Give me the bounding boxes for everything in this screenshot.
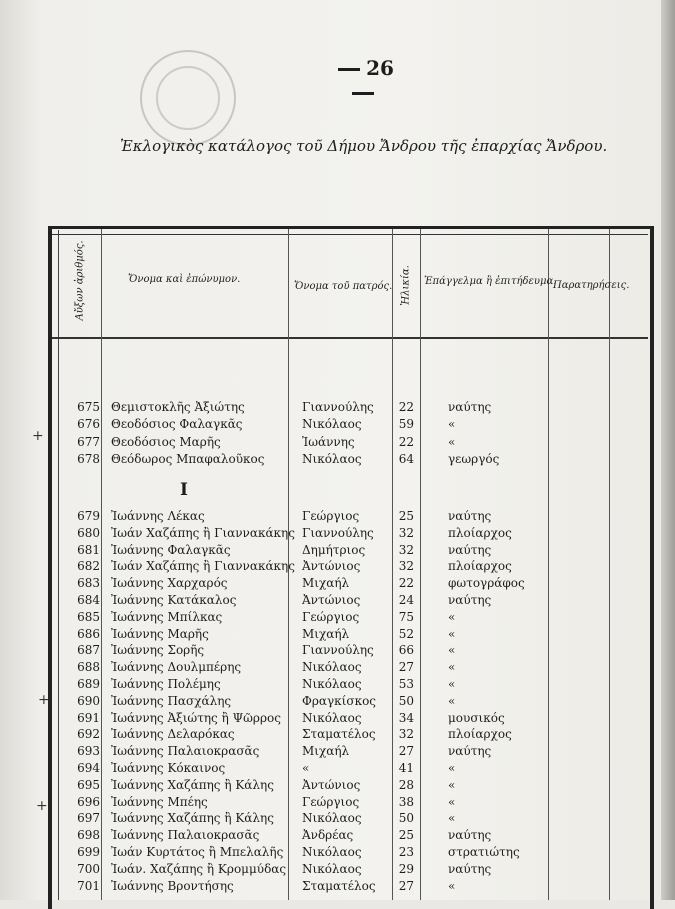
row-name: Θεόδωρος Μπαφαλοῦκος bbox=[111, 451, 265, 466]
row-profession: στρατιώτης bbox=[448, 845, 520, 859]
table-row bbox=[0, 811, 675, 827]
row-number: 691 bbox=[77, 710, 100, 725]
row-name: Ἰωάννης Χαζάπης ἢ Κάλης bbox=[111, 777, 274, 792]
table-row bbox=[0, 862, 675, 878]
table-row bbox=[0, 400, 675, 416]
row-number: 692 bbox=[77, 727, 100, 742]
row-father-name: Νικόλαος bbox=[302, 677, 362, 691]
table-row bbox=[0, 610, 675, 626]
table-row bbox=[0, 526, 675, 542]
table-row bbox=[0, 845, 675, 861]
row-profession: « bbox=[448, 643, 456, 658]
row-profession: « bbox=[448, 434, 456, 449]
row-number: 678 bbox=[77, 451, 100, 466]
row-number: 699 bbox=[77, 845, 100, 859]
table-row bbox=[0, 643, 675, 659]
row-age: 29 bbox=[398, 861, 414, 876]
row-number: 695 bbox=[77, 777, 100, 792]
row-age: 50 bbox=[398, 693, 414, 708]
row-age: 32 bbox=[398, 559, 414, 574]
header-father: Ὄνομα τοῦ πατρός. bbox=[294, 281, 393, 292]
section-letter: I bbox=[180, 480, 188, 500]
row-name: Ἰωάννης Πασχάλης bbox=[111, 693, 232, 708]
table-row bbox=[0, 435, 675, 451]
row-name: Ἰωάννης Λέκας bbox=[111, 509, 205, 523]
row-profession: ναύτης bbox=[448, 744, 492, 759]
row-name: Θεοδόσιος Φαλαγκᾶς bbox=[111, 417, 243, 432]
row-number: 675 bbox=[77, 400, 100, 414]
row-name: Ἰωάννης Σορῆς bbox=[111, 643, 205, 658]
row-number: 677 bbox=[77, 434, 100, 449]
row-age: 59 bbox=[398, 417, 414, 432]
row-father-name: Ἀνδρέας bbox=[302, 828, 354, 843]
margin-tick-mark: + bbox=[36, 798, 48, 814]
row-number: 685 bbox=[77, 609, 100, 624]
header-remarks: Παρατηρήσεις. bbox=[553, 280, 630, 291]
row-father-name: Δημήτριος bbox=[302, 542, 366, 557]
row-profession: φωτογράφος bbox=[448, 576, 525, 591]
row-number: 684 bbox=[77, 593, 100, 607]
row-father-name: Νικόλαος bbox=[302, 417, 362, 432]
table-row bbox=[0, 660, 675, 676]
row-age: 32 bbox=[398, 525, 414, 540]
row-profession: « bbox=[448, 626, 456, 641]
row-age: 24 bbox=[398, 593, 414, 607]
table-row bbox=[0, 452, 675, 468]
margin-tick-mark: + bbox=[38, 692, 50, 708]
row-name: Ἰωάν Χαζάπης ἢ Γιαννακάκης bbox=[111, 525, 295, 540]
header-profession: Ἐπάγγελμα ἢ ἐπιτήδευμα. bbox=[424, 276, 557, 287]
row-name: Ἰωάν Χαζάπης ἢ Γιαννακάκης bbox=[111, 559, 295, 574]
table-row bbox=[0, 593, 675, 609]
table-row bbox=[0, 778, 675, 794]
page-number: 26 bbox=[318, 56, 408, 104]
row-number: 687 bbox=[77, 643, 100, 658]
row-number: 693 bbox=[77, 744, 100, 759]
table-row bbox=[0, 795, 675, 811]
row-profession: « bbox=[448, 794, 456, 809]
row-father-name: Νικόλαος bbox=[302, 710, 362, 725]
row-number: 689 bbox=[77, 677, 100, 691]
row-father-name: « bbox=[302, 761, 310, 775]
row-name: Ἰωάννης Παλαιοκρασᾶς bbox=[111, 828, 260, 843]
table-row bbox=[0, 879, 675, 895]
row-profession: ναύτης bbox=[448, 593, 492, 607]
row-profession: « bbox=[448, 693, 456, 708]
table-row bbox=[0, 828, 675, 844]
row-age: 64 bbox=[398, 451, 414, 466]
row-number: 701 bbox=[77, 878, 100, 893]
row-number: 686 bbox=[77, 626, 100, 641]
row-number: 682 bbox=[77, 559, 100, 574]
row-number: 690 bbox=[77, 693, 100, 708]
table-row bbox=[0, 576, 675, 592]
row-name: Ἰωάννης Δουλμπέρης bbox=[111, 660, 242, 675]
row-name: Ἰωάν Κυρτάτος ἢ Μπελαλῆς bbox=[111, 845, 284, 859]
header-age: Ἡλικία. bbox=[400, 265, 412, 306]
margin-tick-mark: + bbox=[32, 428, 44, 444]
row-number: 694 bbox=[77, 761, 100, 775]
row-name: Θεμιστοκλῆς Ἀξιώτης bbox=[111, 400, 245, 414]
row-name: Ἰωάννης Χαρχαρός bbox=[111, 576, 228, 591]
row-father-name: Ἀντώνιος bbox=[302, 559, 361, 574]
row-number: 676 bbox=[77, 417, 100, 432]
row-profession: ναύτης bbox=[448, 542, 492, 557]
row-name: Ἰωάννης Μπίλκας bbox=[111, 609, 223, 624]
row-profession: γεωργός bbox=[448, 451, 500, 466]
header-number: Αὔξων ἀριθμός. bbox=[74, 240, 86, 321]
row-profession: « bbox=[448, 609, 456, 624]
row-father-name: Νικόλαος bbox=[302, 861, 362, 876]
header-bottom-rule bbox=[52, 337, 648, 339]
row-age: 25 bbox=[398, 509, 414, 523]
row-profession: ναύτης bbox=[448, 861, 492, 876]
row-name: Ἰωάννης Κόκαινος bbox=[111, 761, 226, 775]
row-age: 50 bbox=[398, 811, 414, 826]
row-profession: « bbox=[448, 677, 456, 691]
row-profession: « bbox=[448, 811, 456, 826]
row-profession: ναύτης bbox=[448, 400, 492, 414]
row-profession: πλοίαρχος bbox=[448, 559, 512, 574]
row-father-name: Ἰωάννης bbox=[302, 434, 355, 449]
row-age: 52 bbox=[398, 626, 414, 641]
row-age: 27 bbox=[398, 744, 414, 759]
table-row bbox=[0, 727, 675, 743]
row-father-name: Νικόλαος bbox=[302, 845, 362, 859]
row-name: Ἰωάννης Μπέης bbox=[111, 794, 208, 809]
row-number: 698 bbox=[77, 828, 100, 843]
row-father-name: Ἀντώνιος bbox=[302, 593, 361, 607]
table-row bbox=[0, 677, 675, 693]
table-row bbox=[0, 744, 675, 760]
row-father-name: Νικόλαος bbox=[302, 660, 362, 675]
row-name: Ἰωάννης Μαρῆς bbox=[111, 626, 209, 641]
table-row bbox=[0, 559, 675, 575]
row-number: 700 bbox=[77, 861, 100, 876]
row-number: 681 bbox=[77, 542, 100, 557]
row-name: Ἰωάννης Πολέμης bbox=[111, 677, 221, 691]
row-name: Ἰωάννης Φαλαγκᾶς bbox=[111, 542, 231, 557]
row-age: 23 bbox=[398, 845, 414, 859]
row-age: 38 bbox=[398, 794, 414, 809]
row-name: Ἰωάννης Κατάκαλος bbox=[111, 593, 237, 607]
row-father-name: Νικόλαος bbox=[302, 811, 362, 826]
row-father-name: Γιαννούλης bbox=[302, 525, 374, 540]
table-row bbox=[0, 711, 675, 727]
row-father-name: Ἀντώνιος bbox=[302, 777, 361, 792]
table-row bbox=[0, 543, 675, 559]
table-row bbox=[0, 761, 675, 777]
row-age: 27 bbox=[398, 660, 414, 675]
row-number: 696 bbox=[77, 794, 100, 809]
table-row bbox=[0, 694, 675, 710]
row-profession: « bbox=[448, 761, 456, 775]
row-name: Ἰωάν. Χαζάπης ἢ Κρομμύδας bbox=[111, 861, 287, 876]
row-age: 28 bbox=[398, 777, 414, 792]
row-father-name: Μιχαήλ bbox=[302, 576, 350, 591]
row-age: 27 bbox=[398, 878, 414, 893]
row-father-name: Γεώργιος bbox=[302, 509, 360, 523]
table-row bbox=[0, 627, 675, 643]
row-name: Ἰωάννης Χαζάπης ἢ Κάλης bbox=[111, 811, 274, 826]
header-top-rule bbox=[52, 234, 648, 235]
row-age: 75 bbox=[398, 609, 414, 624]
row-father-name: Γεώργιος bbox=[302, 794, 360, 809]
row-number: 680 bbox=[77, 525, 100, 540]
row-number: 683 bbox=[77, 576, 100, 591]
row-father-name: Γιαννούλης bbox=[302, 643, 374, 658]
row-age: 66 bbox=[398, 643, 414, 658]
row-age: 22 bbox=[398, 400, 414, 414]
row-age: 32 bbox=[398, 542, 414, 557]
row-profession: ναύτης bbox=[448, 509, 492, 523]
row-father-name: Νικόλαος bbox=[302, 451, 362, 466]
row-number: 688 bbox=[77, 660, 100, 675]
row-father-name: Σταματέλος bbox=[302, 878, 376, 893]
row-profession: « bbox=[448, 878, 456, 893]
row-name: Ἰωάννης Βροντήσης bbox=[111, 878, 234, 893]
row-age: 25 bbox=[398, 828, 414, 843]
row-age: 22 bbox=[398, 576, 414, 591]
archive-stamp-inner bbox=[156, 66, 220, 130]
row-father-name: Μιχαήλ bbox=[302, 744, 350, 759]
row-name: Ἰωάννης Παλαιοκρασᾶς bbox=[111, 744, 260, 759]
row-profession: πλοίαρχος bbox=[448, 727, 512, 742]
row-name: Ἰωάννης Ἀξιώτης ἢ Ψῶρρος bbox=[111, 710, 281, 725]
row-age: 34 bbox=[398, 710, 414, 725]
row-father-name: Φραγκίσκος bbox=[302, 693, 377, 708]
row-name: Θεοδόσιος Μαρῆς bbox=[111, 434, 221, 449]
row-age: 53 bbox=[398, 677, 414, 691]
row-father-name: Γιαννούλης bbox=[302, 400, 374, 414]
row-age: 41 bbox=[398, 761, 414, 775]
row-profession: πλοίαρχος bbox=[448, 525, 512, 540]
row-father-name: Γεώργιος bbox=[302, 609, 360, 624]
row-profession: μουσικός bbox=[448, 710, 505, 725]
row-father-name: Μιχαήλ bbox=[302, 626, 350, 641]
row-profession: ναύτης bbox=[448, 828, 492, 843]
row-profession: « bbox=[448, 777, 456, 792]
table-row bbox=[0, 509, 675, 525]
header-name: Ὄνομα καὶ ἐπώνυμον. bbox=[128, 274, 241, 285]
row-number: 697 bbox=[77, 811, 100, 826]
row-father-name: Σταματέλος bbox=[302, 727, 376, 742]
row-profession: « bbox=[448, 417, 456, 432]
row-age: 22 bbox=[398, 434, 414, 449]
row-number: 679 bbox=[77, 509, 100, 523]
document-title: Ἐκλογικὸς κατάλογος τοῦ Δήμου Ἄνδρου τῆς ἐπαρχίας Ἄνδρου. bbox=[120, 137, 608, 155]
archive-stamp bbox=[140, 50, 236, 146]
row-age: 32 bbox=[398, 727, 414, 742]
table-row bbox=[0, 417, 675, 433]
row-name: Ἰωάννης Δελαρόκας bbox=[111, 727, 235, 742]
row-profession: « bbox=[448, 660, 456, 675]
